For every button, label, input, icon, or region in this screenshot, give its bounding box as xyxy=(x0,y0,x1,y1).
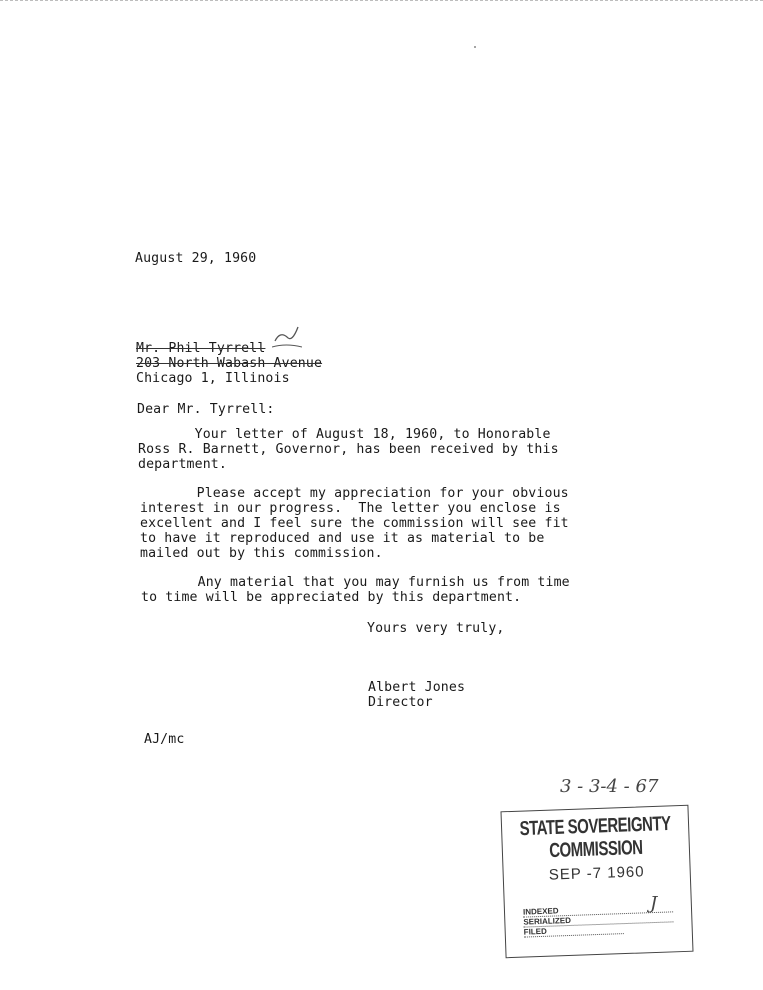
paragraph-1-line-1: Your letter of August 18, 1960, to Honorable xyxy=(138,427,551,442)
paragraph-1-line-2: Ross R. Barnett, Governor, has been received by this xyxy=(138,442,559,457)
handwritten-file-number: 3 - 3-4 - 67 xyxy=(560,776,659,797)
addressee-city: Chicago 1, Illinois xyxy=(136,371,290,386)
letter-date: August 29, 1960 xyxy=(135,251,257,266)
salutation: Dear Mr. Tyrrell: xyxy=(137,402,275,417)
paragraph-2-line-2: interest in our progress. The letter you enclose is xyxy=(140,501,561,516)
stamp-date: SEP -7 1960 xyxy=(548,863,645,884)
paragraph-2-line-1: Please accept my appreciation for your obvious xyxy=(140,486,569,501)
stamp-filed: FILED xyxy=(524,924,624,937)
checkmark-icon xyxy=(272,323,302,353)
signer-title: Director xyxy=(368,695,433,710)
paragraph-3-line-1: Any material that you may furnish us from time xyxy=(141,575,570,590)
paragraph-2-line-3: excellent and I feel sure the commission will see fit xyxy=(140,516,569,531)
closing: Yours very truly, xyxy=(367,621,505,636)
signer-name: Albert Jones xyxy=(368,680,466,695)
addressee-name: Mr. Phil Tyrrell xyxy=(136,341,266,356)
paragraph-1-line-3: department. xyxy=(138,457,227,472)
stamp-serialized: SERIALIZED xyxy=(523,912,673,927)
reference-initials: AJ/mc xyxy=(144,732,185,747)
paragraph-2-line-5: mailed out by this commission. xyxy=(140,546,383,561)
addressee-street: 203 North Wabash Avenue xyxy=(136,356,323,371)
received-stamp xyxy=(500,805,693,958)
handwritten-initials: J xyxy=(650,893,658,914)
stamp-title: STATE SOVEREIGNTY COMMISSION xyxy=(519,812,671,863)
paragraph-2-line-4: to have it reproduced and use it as material to be xyxy=(140,531,545,546)
stamp-indexed: INDEXED xyxy=(523,902,673,917)
paragraph-3-line-2: to time will be appreciated by this department. xyxy=(141,590,522,605)
